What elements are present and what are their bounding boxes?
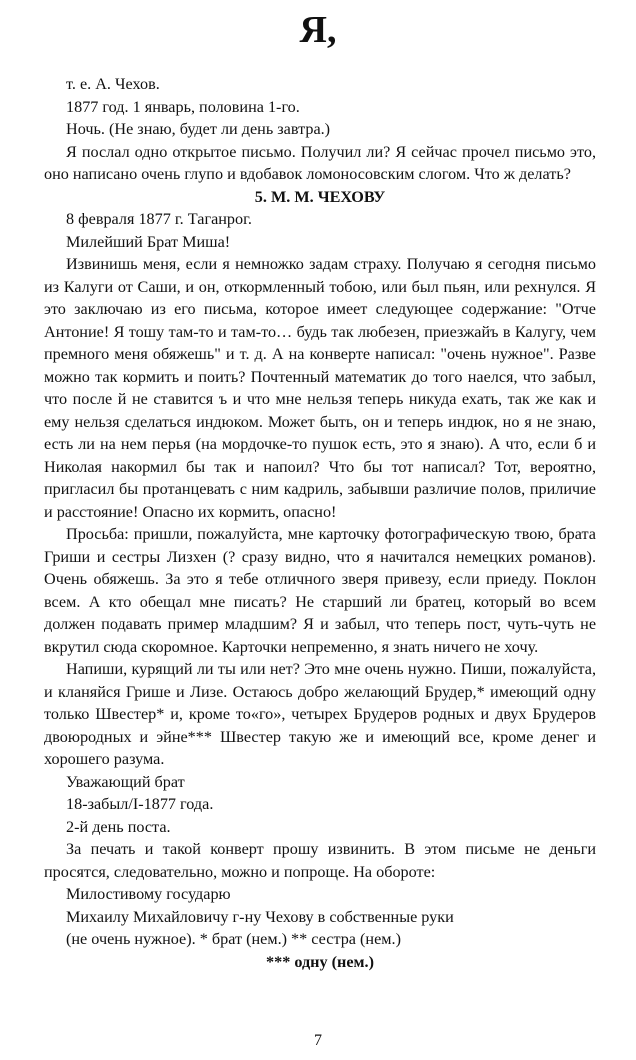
letter-greeting: Милейший Брат Миша! (66, 232, 231, 251)
address-line-recipient: Михаилу Михайловичу г-ну Чехову в собственные руки (66, 907, 454, 926)
letter-paragraph-2: Просьба: пришли, пожалуйста, мне карточку фотографическую твою, брата Гриши и сестры Лизхен (? сразу видно, что я начитался немецких романов). Очень обяжешь. За это я тебе отличного зверя привезу, если приеду. Поклон всем. А кто обещал мне писать? Не старший ли братец, который во всем должен подавать пример младшим? Я и забыл, что теперь пост, чуть-чуть не вкрутил сюда скоромное. Карточки непременно, я знать ничего не хочу. (44, 525, 596, 656)
page-number: 7 (314, 1032, 322, 1049)
letter-paragraph-3: Напиши, курящий ли ты или нет? Это мне очень нужно. Пиши, пожалуйста, и кланяйся Грише и Лизе. Остаюсь добро желающий Брудер,* имеющий одну только Швестер* и, кроме то«го», четырех Брудеров родных и двух Брудеров двоюродных и эйне*** Швестер такую же и имеющий все, кроме денег и хорошего разума. (44, 660, 596, 768)
footnote-one: *** одну (нем.) (266, 952, 374, 971)
closing-line-date: 18-забыл/I-1877 года. (66, 795, 214, 813)
intro-line-signature: т. е. А. Чехов. (66, 75, 160, 93)
letter-place-date: 8 февраля 1877 г. Таганрог. (66, 210, 252, 228)
address-line-salutation: Милостивому государю (66, 885, 231, 903)
letter-paragraph-1: Извинишь меня, если я немножко задам страху. Получаю я сегодня письмо из Калуги от Саши, и он, откормленный тобою, или был пьян, или рехнулся. Я это заключаю из его письма, которое имеет следующее содержание: "Отче Антоние! Я тошу там-то и там-то… будь так любезен, приезжайъ в Калугу, чем премного меня обяжешь" и т. д. А на конверте написал: "очень нужное". Разве можно так кормить и поить? Почтенный математик до того наелся, что забыл, что после й не ставится ъ и что мне нельзя теперь никуда ехать, так же как и ему нельзя сделаться индюком. Может быть, он и теперь индюк, но я не знаю, есть ли на нем перья (на мордочке-то пушок есть, это я знаю). А что, если б и Николая накормил бы так и напоил? Что бы тот написал? Тот, вероятно, пригласил бы протанцевать с ним кадриль, забывши различие полов, приличие и расстояние! Опасно их кормить, опасно! (44, 255, 596, 521)
document-body (44, 73, 596, 973)
intro-line-date: 1877 год. 1 январь, половина 1-го. (66, 97, 300, 116)
closing-line-lent: 2-й день поста. (66, 817, 171, 836)
closing-line-respect: Уважающий брат (66, 772, 185, 791)
intro-line-night: Ночь. (Не знаю, будет ли день завтра.) (66, 120, 331, 138)
postscript-paragraph: За печать и такой конверт прошу извинить. В этом письме не деньги просятся, следовательно, можно и попроще. На обороте: (44, 840, 596, 881)
intro-paragraph: Я послал одно открытое письмо. Получил ли? Я сейчас прочел письмо это, оно написано очень глупо и вдобавок ломоносовским слогом. Что ж делать? (44, 142, 596, 183)
running-header-word: Я, (299, 9, 337, 51)
section-title: 5. М. М. ЧЕХОВУ (254, 187, 386, 206)
address-line-footnotes: (не очень нужное). * брат (нем.) ** сестра (нем.) (66, 930, 401, 948)
